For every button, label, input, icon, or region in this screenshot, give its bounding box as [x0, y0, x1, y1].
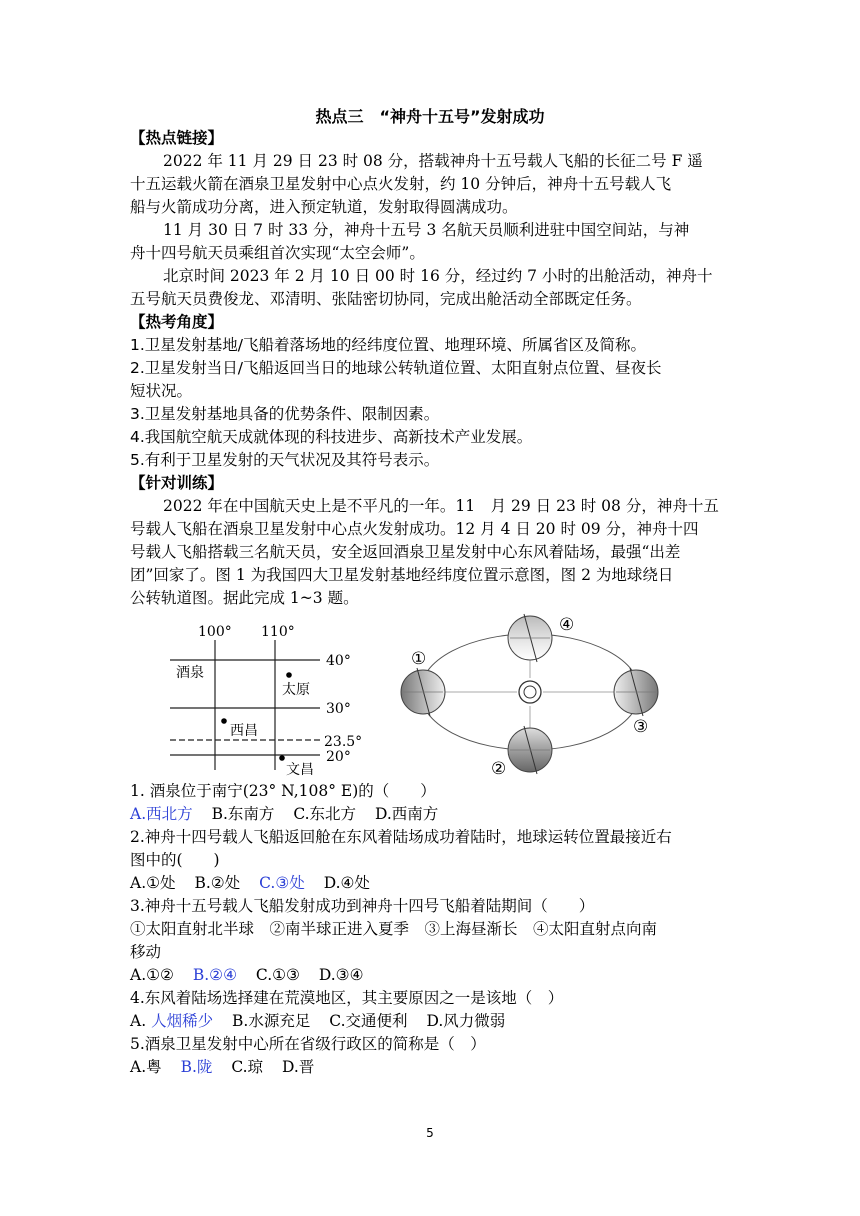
question-2-options — [130, 872, 735, 894]
angle-item-3: 3.卫星发射基地具备的优势条件、限制因素。 — [130, 405, 440, 423]
angle-item-5: 5.有利于卫星发射的天气状况及其符号表示。 — [130, 451, 440, 469]
latitude-label-30: 30° — [326, 701, 351, 717]
q2-option-d: D.④处 — [323, 874, 370, 892]
section-header-angle: 【热考角度】 — [130, 313, 224, 331]
question-3-options — [130, 964, 735, 986]
city-dot-wenchang — [279, 755, 285, 761]
q1-option-b: B.东南方 — [211, 805, 275, 823]
q5-option-d: D.晋 — [282, 1058, 315, 1076]
link-paragraph-1-line-1: 2022 年 11 月 29 日 23 时 08 分，搭载神舟十五号载人飞船的长征二号 F 遥 — [163, 152, 703, 170]
city-label-wenchang: 文昌 — [286, 762, 314, 778]
link-paragraph-3-line-1: 北京时间 2023 年 2 月 10 日 00 时 16 分，经过约 7 小时的出舱活动，神舟十 — [163, 267, 713, 285]
orbit-label-3: ③ — [633, 717, 649, 737]
link-paragraph-1-line-2: 十五运载火箭在酒泉卫星发射中心点火发射，约 10 分钟后，神舟十五号载人飞 — [130, 175, 672, 193]
question-5-options — [130, 1056, 735, 1078]
earth-position-1 — [401, 668, 445, 716]
q4-option-c: C.交通便利 — [329, 1012, 408, 1030]
earth-orbit-figure — [393, 608, 673, 780]
q5-option-c: C.琼 — [231, 1058, 264, 1076]
link-paragraph-1-line-3: 船与火箭成功分离，进入预定轨道，发射取得圆满成功。 — [130, 198, 518, 216]
q2-option-c: C.③处 — [259, 874, 305, 892]
q1-option-a: A.西北方 — [130, 805, 193, 823]
sun — [519, 681, 541, 703]
q4-option-b: B.水源充足 — [232, 1012, 311, 1030]
earth-position-2 — [508, 726, 552, 774]
latitude-label-20: 20° — [326, 749, 351, 765]
question-3-line-1: 3.神舟十五号载人飞船发射成功到神舟十四号飞船着陆期间（ ） — [130, 897, 595, 915]
link-paragraph-3-line-2: 五号航天员费俊龙、邓清明、张陆密切协同，完成出舱活动全部既定任务。 — [130, 290, 642, 308]
training-line-5: 公转轨道图。据此完成 1~3 题。 — [130, 589, 359, 607]
question-2-line-1: 2.神舟十四号载人飞船返回舱在东风着陆场成功着陆时，地球运转位置最接近右 — [130, 828, 672, 846]
question-3-line-3: 移动 — [130, 943, 162, 961]
angle-item-2-line-1: 2.卫星发射当日/飞船返回当日的地球公转轨道位置、太阳直射点位置、昼夜长 — [130, 359, 662, 377]
question-4: 4.东风着陆场选择建在荒漠地区，其主要原因之一是该地（ ） — [130, 989, 564, 1007]
q3-option-c: C.①③ — [255, 966, 300, 984]
latitude-label-40: 40° — [326, 653, 351, 669]
q2-option-b: B.②处 — [194, 874, 241, 892]
page-number: 5 — [426, 1126, 434, 1140]
longitude-label-100: 100° — [198, 624, 232, 640]
q4-option-a-prefix: A. — [130, 1012, 147, 1030]
question-1: 1. 酒泉位于南宁(23° N,108° E)的（ ） — [130, 782, 436, 800]
orbit-label-4: ④ — [559, 615, 575, 635]
link-paragraph-2-line-1: 11 月 30 日 7 时 33 分，神舟十五号 3 名航天员顺利进驻中国空间站，与神 — [163, 221, 690, 239]
section-header-link: 【热点链接】 — [130, 129, 224, 147]
q4-option-a: 人烟稀少 — [151, 1012, 214, 1030]
q3-option-a: A.①② — [130, 966, 174, 984]
longitude-label-110: 110° — [261, 624, 295, 640]
q5-option-b: B.陇 — [180, 1058, 213, 1076]
angle-item-2-line-2: 短状况。 — [130, 382, 193, 400]
training-line-4: 团”回家了。图 1 为我国四大卫星发射基地经纬度位置示意图，图 2 为地球绕日 — [130, 566, 674, 584]
earth-position-3 — [614, 668, 658, 716]
question-4-options — [130, 1010, 735, 1032]
question-1-options — [130, 803, 735, 825]
question-5: 5.酒泉卫星发射中心所在省级行政区的简称是（ ） — [130, 1035, 486, 1053]
city-dot-taiyuan — [286, 672, 292, 678]
q1-option-c: C.东北方 — [293, 805, 357, 823]
training-line-2: 号载人飞船在酒泉卫星发射中心点火发射成功。12 月 4 日 20 时 09 分，神舟十四 — [130, 520, 699, 538]
page-title: 热点三 “神舟十五号”发射成功 — [315, 107, 545, 126]
orbit-label-2: ② — [491, 759, 507, 779]
q2-option-a: A.①处 — [130, 874, 176, 892]
city-label-xichang: 西昌 — [230, 723, 258, 739]
launch-base-map-figure — [168, 620, 368, 780]
training-line-1: 2022 年在中国航天史上是不平凡的一年。11 月 29 日 23 时 08 分，神舟十五 — [163, 497, 719, 515]
q1-option-d: D.西南方 — [375, 805, 439, 823]
link-paragraph-2-line-2: 舟十四号航天员乘组首次实现“太空会师”。 — [130, 244, 425, 262]
q4-option-d: D.风力微弱 — [426, 1012, 506, 1030]
latitude-label-23-5: 23.5° — [324, 734, 363, 750]
q3-option-d: D.③④ — [318, 966, 364, 984]
earth-position-4 — [508, 614, 552, 662]
q3-option-b: B.②④ — [192, 966, 237, 984]
city-label-jiuquan: 酒泉 — [176, 665, 204, 681]
angle-item-4: 4.我国航空航天成就体现的科技进步、高新技术产业发展。 — [130, 428, 533, 446]
training-line-3: 号载人飞船搭载三名航天员，安全返回酒泉卫星发射中心东风着陆场，最强“出差 — [130, 543, 681, 561]
city-label-taiyuan: 太原 — [282, 682, 310, 698]
orbit-label-1: ① — [411, 649, 427, 669]
q5-option-a: A.粤 — [130, 1058, 162, 1076]
angle-item-1: 1.卫星发射基地/飞船着落场地的经纬度位置、地理环境、所属省区及简称。 — [130, 336, 647, 354]
question-2-line-2: 图中的( ) — [130, 851, 220, 869]
city-dot-xichang — [221, 718, 227, 724]
section-header-training: 【针对训练】 — [130, 474, 224, 492]
question-3-line-2: ①太阳直射北半球 ②南半球正进入夏季 ③上海昼渐长 ④太阳直射点向南 — [130, 920, 658, 938]
